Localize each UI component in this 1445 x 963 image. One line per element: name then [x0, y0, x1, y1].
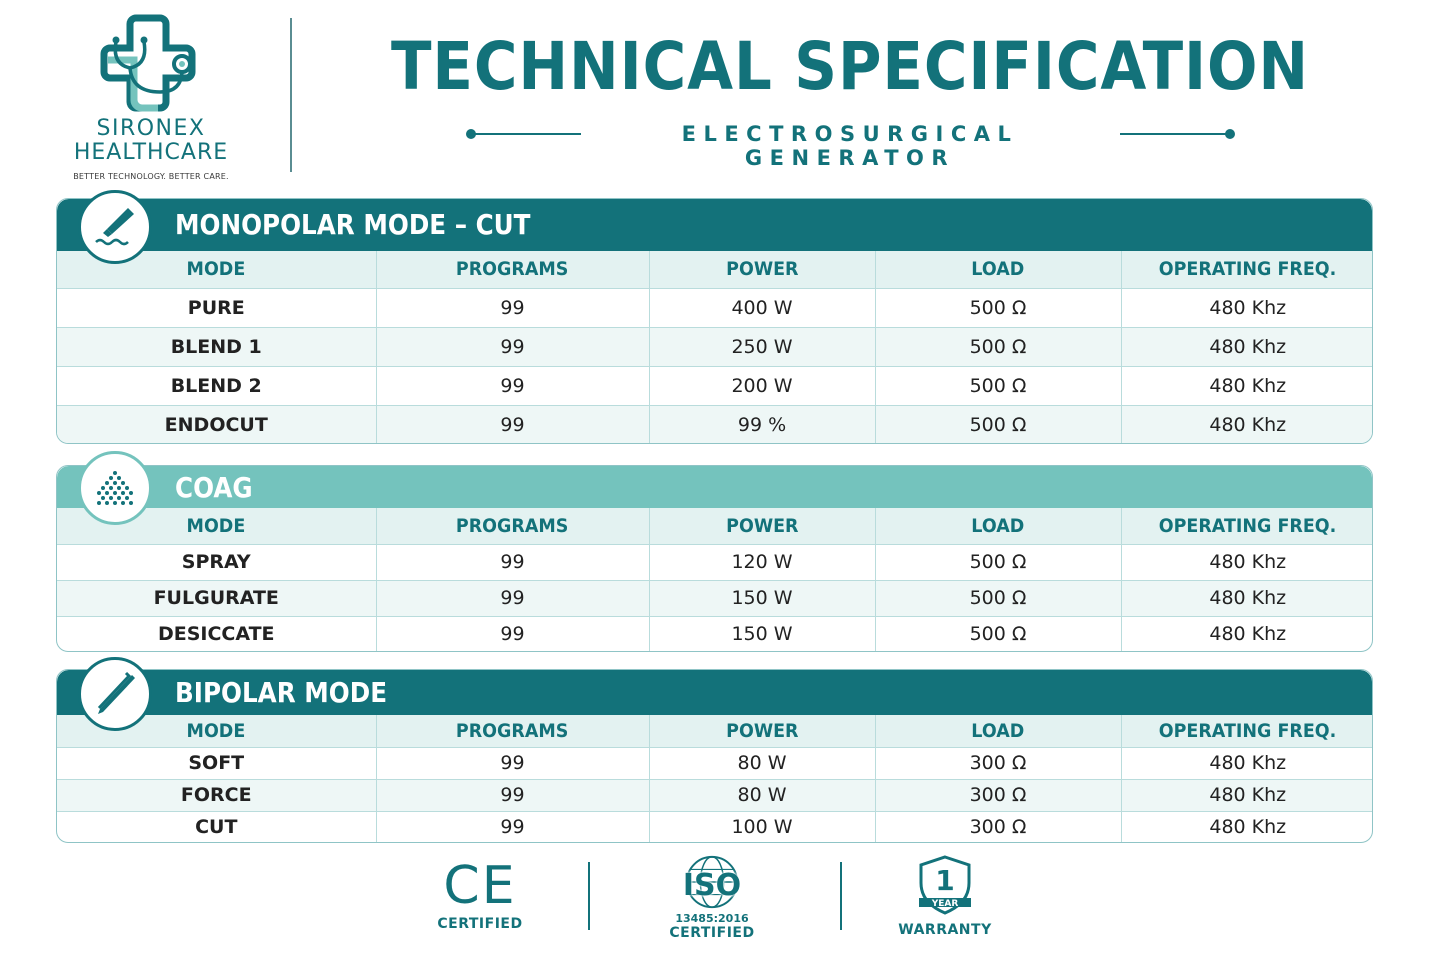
column-header-programs: PROGRAMS [376, 508, 649, 544]
subtitle-rule-dot-right [1225, 129, 1235, 139]
table-row [57, 405, 1373, 444]
footer-divider [588, 862, 590, 930]
column-header-power: POWER [649, 508, 875, 544]
cell-programs: 99 [376, 327, 649, 366]
table-row [57, 811, 1373, 843]
ce-mark-icon: CE [443, 856, 517, 916]
column-header-load: LOAD [875, 251, 1121, 288]
warranty-year-ribbon: YEAR [931, 899, 959, 909]
section-title: COAG [175, 471, 253, 504]
cell-power: 400 W [649, 288, 875, 327]
warranty-certification [895, 854, 995, 938]
table-row [57, 544, 1373, 580]
cell-programs: 99 [376, 580, 649, 616]
cell-programs: 99 [376, 779, 649, 811]
cell-mode: DESICCATE [57, 616, 376, 652]
footer-divider [840, 862, 842, 930]
forceps-icon [78, 657, 152, 731]
column-header-load: LOAD [875, 715, 1121, 747]
cell-frequency: 480 Khz [1209, 816, 1287, 839]
cell-power: 99 % [649, 405, 875, 444]
page-subtitle: ELECTROSURGICAL GENERATOR [681, 122, 1019, 170]
header-divider [290, 18, 292, 172]
medical-cross-stethoscope-icon [98, 12, 198, 112]
cell-load: 500 Ω [875, 327, 1121, 366]
cell-frequency: 480 Khz [1121, 747, 1373, 779]
brand-name-line2: HEALTHCARE [73, 140, 229, 165]
subtitle-rule-right [1120, 133, 1230, 135]
cell-load: 500 Ω [875, 288, 1121, 327]
section-bipolar [56, 669, 1373, 843]
section-title: MONOPOLAR MODE – CUT [175, 208, 531, 241]
cell-programs: 99 [376, 366, 649, 405]
section-monopolar [56, 198, 1373, 444]
subtitle-rule-left [471, 133, 581, 135]
cell-frequency: 480 Khz [1121, 779, 1373, 811]
cell-power: 150 W [649, 580, 875, 616]
cell-load: 500 Ω [875, 405, 1121, 444]
cell-frequency: 480 Khz [1121, 288, 1373, 327]
cell-power: 80 W [649, 779, 875, 811]
cell-load: 500 Ω [875, 616, 1121, 652]
cell-load: 300 Ω [875, 747, 1121, 779]
cell-mode: BLEND 1 [57, 327, 376, 366]
column-header-power: POWER [649, 715, 875, 747]
cell-power: 200 W [649, 366, 875, 405]
cell-power: 250 W [649, 327, 875, 366]
table-row [57, 327, 1373, 366]
cell-programs: 99 [376, 405, 649, 444]
cell-mode: CUT [57, 811, 376, 843]
cell-load: 500 Ω [875, 366, 1121, 405]
cell-programs: 99 [376, 544, 649, 580]
cell-load: 300 Ω [875, 779, 1121, 811]
cell-programs: 99 [376, 747, 649, 779]
warranty-years: 1 [935, 864, 955, 897]
table-row [57, 366, 1373, 405]
column-header-mode: MODE [57, 251, 376, 288]
brand-logo [58, 8, 244, 181]
cell-programs: 99 [376, 288, 649, 327]
iso-certification [662, 854, 762, 941]
table-row [57, 616, 1373, 652]
cell-load: 300 Ω [875, 811, 1121, 843]
spec-table [57, 508, 1373, 652]
brand-tagline: BETTER TECHNOLOGY. BETTER CARE. [73, 172, 229, 181]
cell-frequency: 480 Khz [1121, 405, 1373, 444]
cell-mode: SPRAY [57, 544, 376, 580]
section-header [57, 199, 1372, 251]
cell-power: 80 W [649, 747, 875, 779]
section-title: BIPOLAR MODE [175, 676, 388, 709]
cell-frequency: 480 Khz [1121, 366, 1373, 405]
section-header [57, 466, 1372, 508]
column-header-load: LOAD [875, 508, 1121, 544]
column-header-programs: PROGRAMS [376, 251, 649, 288]
ce-certification [420, 858, 540, 932]
cell-mode: ENDOCUT [57, 405, 376, 444]
column-header-mode: MODE [57, 715, 376, 747]
cell-mode: FORCE [57, 779, 376, 811]
cell-load: 500 Ω [875, 580, 1121, 616]
page-title: TECHNICAL SPECIFICATION [390, 28, 1310, 105]
section-header [57, 670, 1372, 715]
spec-table [57, 251, 1373, 444]
table-row [57, 747, 1373, 779]
warranty-label: WARRANTY [898, 922, 992, 938]
table-row [57, 779, 1373, 811]
cell-mode: PURE [57, 288, 376, 327]
column-header-programs: PROGRAMS [376, 715, 649, 747]
column-header-power: POWER [649, 251, 875, 288]
iso-standard: 13485:2016 [675, 912, 749, 925]
cell-mode: FULGURATE [57, 580, 376, 616]
column-header-frequency: OPERATING FREQ. [1121, 251, 1373, 288]
dotted-spray-icon [78, 451, 152, 525]
cell-load: 500 Ω [875, 544, 1121, 580]
scalpel-icon [78, 190, 152, 264]
cell-programs: 99 [376, 616, 649, 652]
cell-frequency: 480 Khz [1121, 327, 1373, 366]
cell-mode: BLEND 2 [57, 366, 376, 405]
column-header-mode: MODE [57, 508, 376, 544]
cell-power: 100 W [649, 811, 875, 843]
table-row [57, 288, 1373, 327]
ce-label: CERTIFIED [437, 916, 523, 932]
section-coag [56, 465, 1373, 652]
table-row [57, 580, 1373, 616]
cell-power: 120 W [649, 544, 875, 580]
cell-power: 150 W [649, 616, 875, 652]
cell-programs: 99 [376, 811, 649, 843]
cell-frequency: 480 Khz [1121, 544, 1373, 580]
column-header-frequency: OPERATING FREQ. [1121, 715, 1373, 747]
iso-label: CERTIFIED [669, 925, 755, 941]
brand-name-line1: SIRONEX [96, 116, 206, 141]
cell-mode: SOFT [57, 747, 376, 779]
spec-table [57, 715, 1373, 843]
iso-mark: ISO [682, 868, 742, 903]
column-header-frequency: OPERATING FREQ. [1121, 508, 1373, 544]
cell-frequency: 480 Khz [1209, 623, 1287, 646]
cell-frequency: 480 Khz [1121, 580, 1373, 616]
